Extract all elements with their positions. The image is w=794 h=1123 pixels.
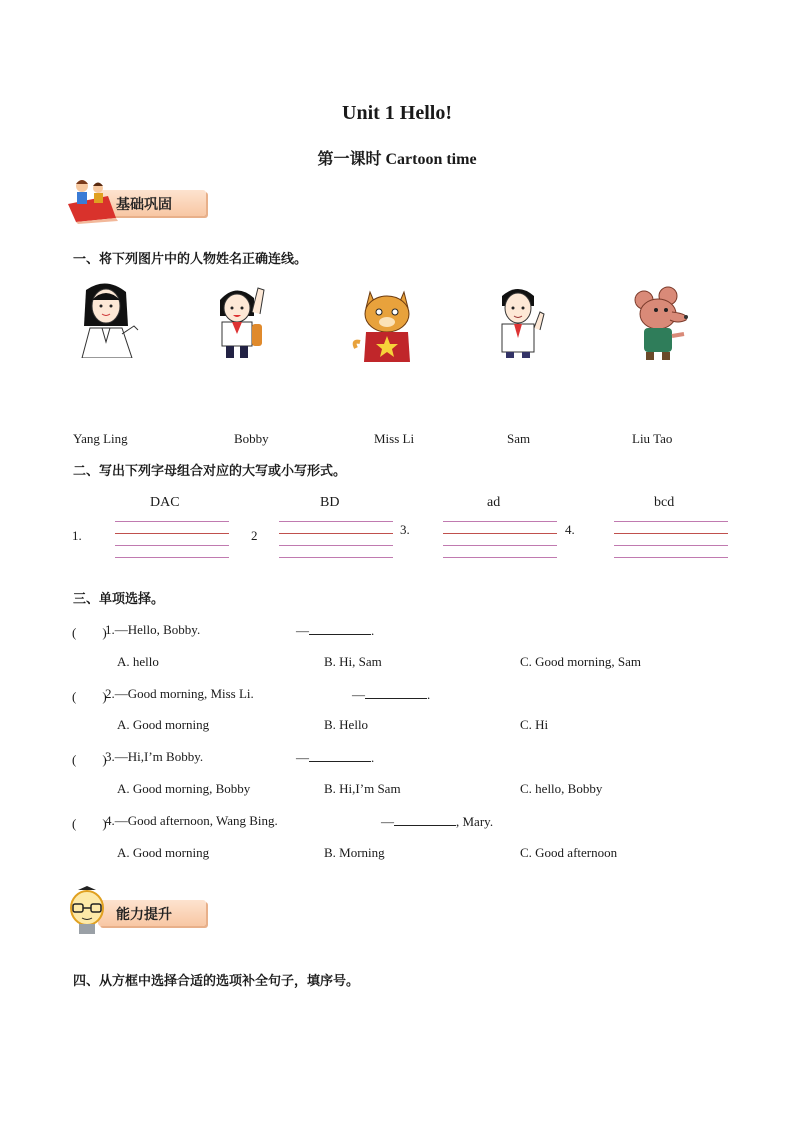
section2-heading: 二、写出下列字母组合对应的大写或小写形式。 bbox=[73, 464, 347, 479]
page-subtitle: 第一课时 Cartoon time bbox=[317, 151, 477, 168]
writing-lines-3[interactable] bbox=[443, 510, 557, 558]
section3-heading: 三、单项选择。 bbox=[73, 592, 165, 607]
q1-option-b: B. Hi, Sam bbox=[324, 654, 382, 669]
response-blank-1[interactable]: — . bbox=[296, 623, 375, 638]
q3-option-a: A. Good morning, Bobby bbox=[117, 781, 251, 796]
item-number-3: 3. bbox=[400, 522, 410, 537]
writing-lines-2[interactable] bbox=[279, 510, 393, 558]
page-title: Unit 1 Hello! bbox=[342, 102, 452, 124]
kids-on-book-icon bbox=[62, 174, 122, 224]
question-2: 2.—Good morning, Miss Li. bbox=[105, 686, 254, 701]
section-badge-advanced bbox=[62, 896, 212, 930]
name-bobby: Bobby bbox=[234, 431, 269, 446]
name-liu-tao: Liu Tao bbox=[632, 431, 673, 446]
item-number-1: 1. bbox=[72, 528, 82, 543]
letters-item-4: bcd bbox=[654, 495, 675, 510]
item-number-2: 2 bbox=[251, 528, 258, 543]
letters-item-1: DAC bbox=[150, 495, 180, 510]
mouse-bobby-picture bbox=[628, 286, 698, 362]
q3-option-c: C. hello, Bobby bbox=[520, 781, 603, 796]
girl-waving-picture bbox=[208, 282, 278, 358]
name-row bbox=[0, 431, 794, 449]
q2-option-a: A. Good morning bbox=[117, 717, 210, 732]
answer-paren-3[interactable]: ( ) bbox=[72, 752, 107, 767]
writing-lines-1[interactable] bbox=[115, 510, 229, 558]
woman-teacher-picture bbox=[72, 282, 142, 358]
q4-option-b: B. Morning bbox=[324, 845, 385, 860]
letters-item-3: ad bbox=[487, 495, 501, 510]
section1-heading: 一、将下列图片中的人物姓名正确连线。 bbox=[73, 252, 308, 267]
name-miss-li: Miss Li bbox=[374, 431, 415, 446]
q2-option-c: C. Hi bbox=[520, 717, 549, 732]
item-number-4: 4. bbox=[565, 522, 575, 537]
section-badge-basic bbox=[62, 186, 212, 220]
answer-paren-1[interactable]: ( ) bbox=[72, 625, 107, 640]
name-yang-ling: Yang Ling bbox=[73, 431, 128, 446]
response-blank-4[interactable]: — , Mary. bbox=[381, 814, 494, 829]
q1-option-a: A. hello bbox=[117, 654, 159, 669]
question-3: 3.—Hi,I’m Bobby. bbox=[105, 749, 204, 764]
badge-label: 能力提升 bbox=[116, 907, 172, 923]
badge-label: 基础巩固 bbox=[116, 197, 172, 213]
lightbulb-icon bbox=[64, 886, 110, 938]
answer-paren-4[interactable]: ( ) bbox=[72, 816, 107, 831]
letters-item-2: BD bbox=[320, 495, 340, 510]
response-blank-3[interactable]: — . bbox=[296, 750, 375, 765]
writing-lines-4[interactable] bbox=[614, 510, 728, 558]
q3-option-b: B. Hi,I’m Sam bbox=[324, 781, 401, 796]
q1-option-c: C. Good morning, Sam bbox=[520, 654, 641, 669]
name-sam: Sam bbox=[507, 431, 531, 446]
question-1: 1.—Hello, Bobby. bbox=[105, 622, 201, 637]
boy-liu-tao-picture bbox=[488, 282, 558, 358]
q2-option-b: B. Hello bbox=[324, 717, 369, 732]
q4-option-c: C. Good afternoon bbox=[520, 845, 618, 860]
section4-heading: 四、从方框中选择合适的选项补全句子，填序号。 bbox=[73, 974, 360, 989]
answer-paren-2[interactable]: ( ) bbox=[72, 689, 107, 704]
cat-sam-picture bbox=[352, 286, 422, 362]
response-blank-2[interactable]: — . bbox=[352, 687, 431, 702]
q4-option-a: A. Good morning bbox=[117, 845, 210, 860]
question-4: 4.—Good afternoon, Wang Bing. bbox=[105, 813, 278, 828]
